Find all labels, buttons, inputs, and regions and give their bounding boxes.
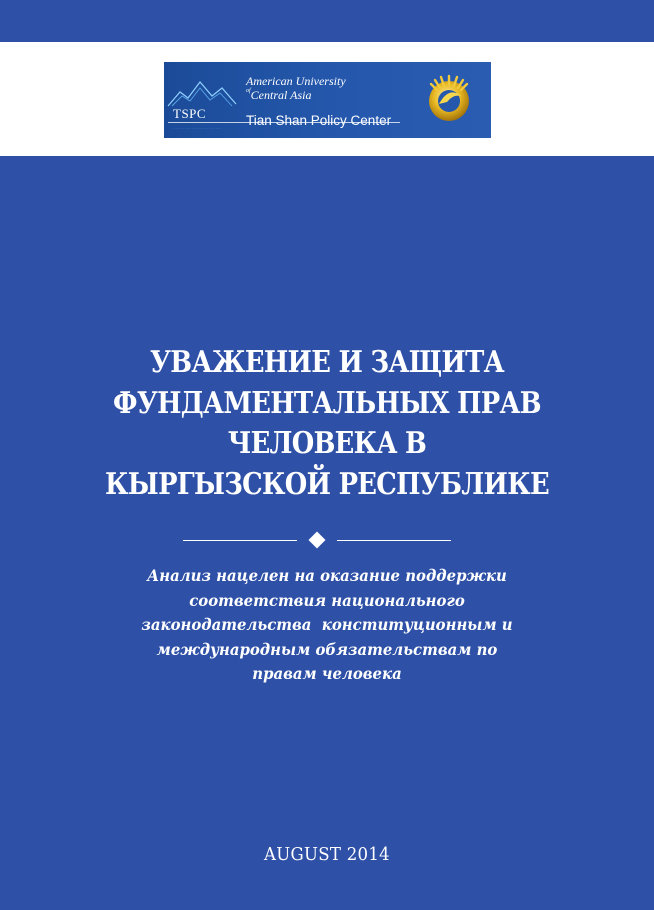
tspc-abbreviation: TSPC: [173, 106, 207, 121]
cover-panel: [0, 156, 654, 910]
report-title-line: ЧЕЛОВЕКА В: [227, 426, 427, 461]
university-name-line2-text: Central Asia: [250, 88, 312, 102]
top-band: [0, 0, 654, 42]
report-subtitle-line: соответствия национального: [189, 590, 465, 610]
policy-center-name: Tian Shan Policy Center: [246, 113, 392, 128]
report-subtitle: [23, 564, 631, 687]
publication-date: AUGUST 2014: [264, 844, 390, 865]
university-name-line2: [246, 88, 311, 103]
auca-emblem-icon: [423, 74, 475, 126]
tspc-logo-banner: [164, 62, 491, 138]
report-title-line: ФУНДАМЕНТАЛЬНЫХ ПРАВ: [113, 385, 541, 421]
university-of: of: [246, 88, 251, 94]
report-title: [46, 343, 608, 505]
report-subtitle-line: международным обязательствам по: [156, 639, 498, 659]
report-subtitle-line: Анализ нацелен на оказание поддержки: [147, 566, 507, 585]
report-title-line: УВАЖЕНИЕ И ЗАЩИТА: [150, 345, 504, 380]
report-subtitle-line: правам человека: [252, 664, 402, 683]
university-name-line1: American University: [246, 74, 346, 88]
divider-diamond-icon: [309, 532, 326, 549]
report-title-line: КЫРГЫЗСКОЙ РЕСПУБЛИКЕ: [105, 466, 549, 502]
divider-line-right: [337, 540, 451, 541]
logo-tagline-decor: · · · · · · · · · · · · · · · · · · · · · · · · · · ·: [172, 126, 221, 130]
divider-line-left: [183, 540, 297, 541]
mountain-icon: [166, 78, 246, 108]
report-subtitle-line: законодательства конституционным и: [141, 615, 513, 634]
